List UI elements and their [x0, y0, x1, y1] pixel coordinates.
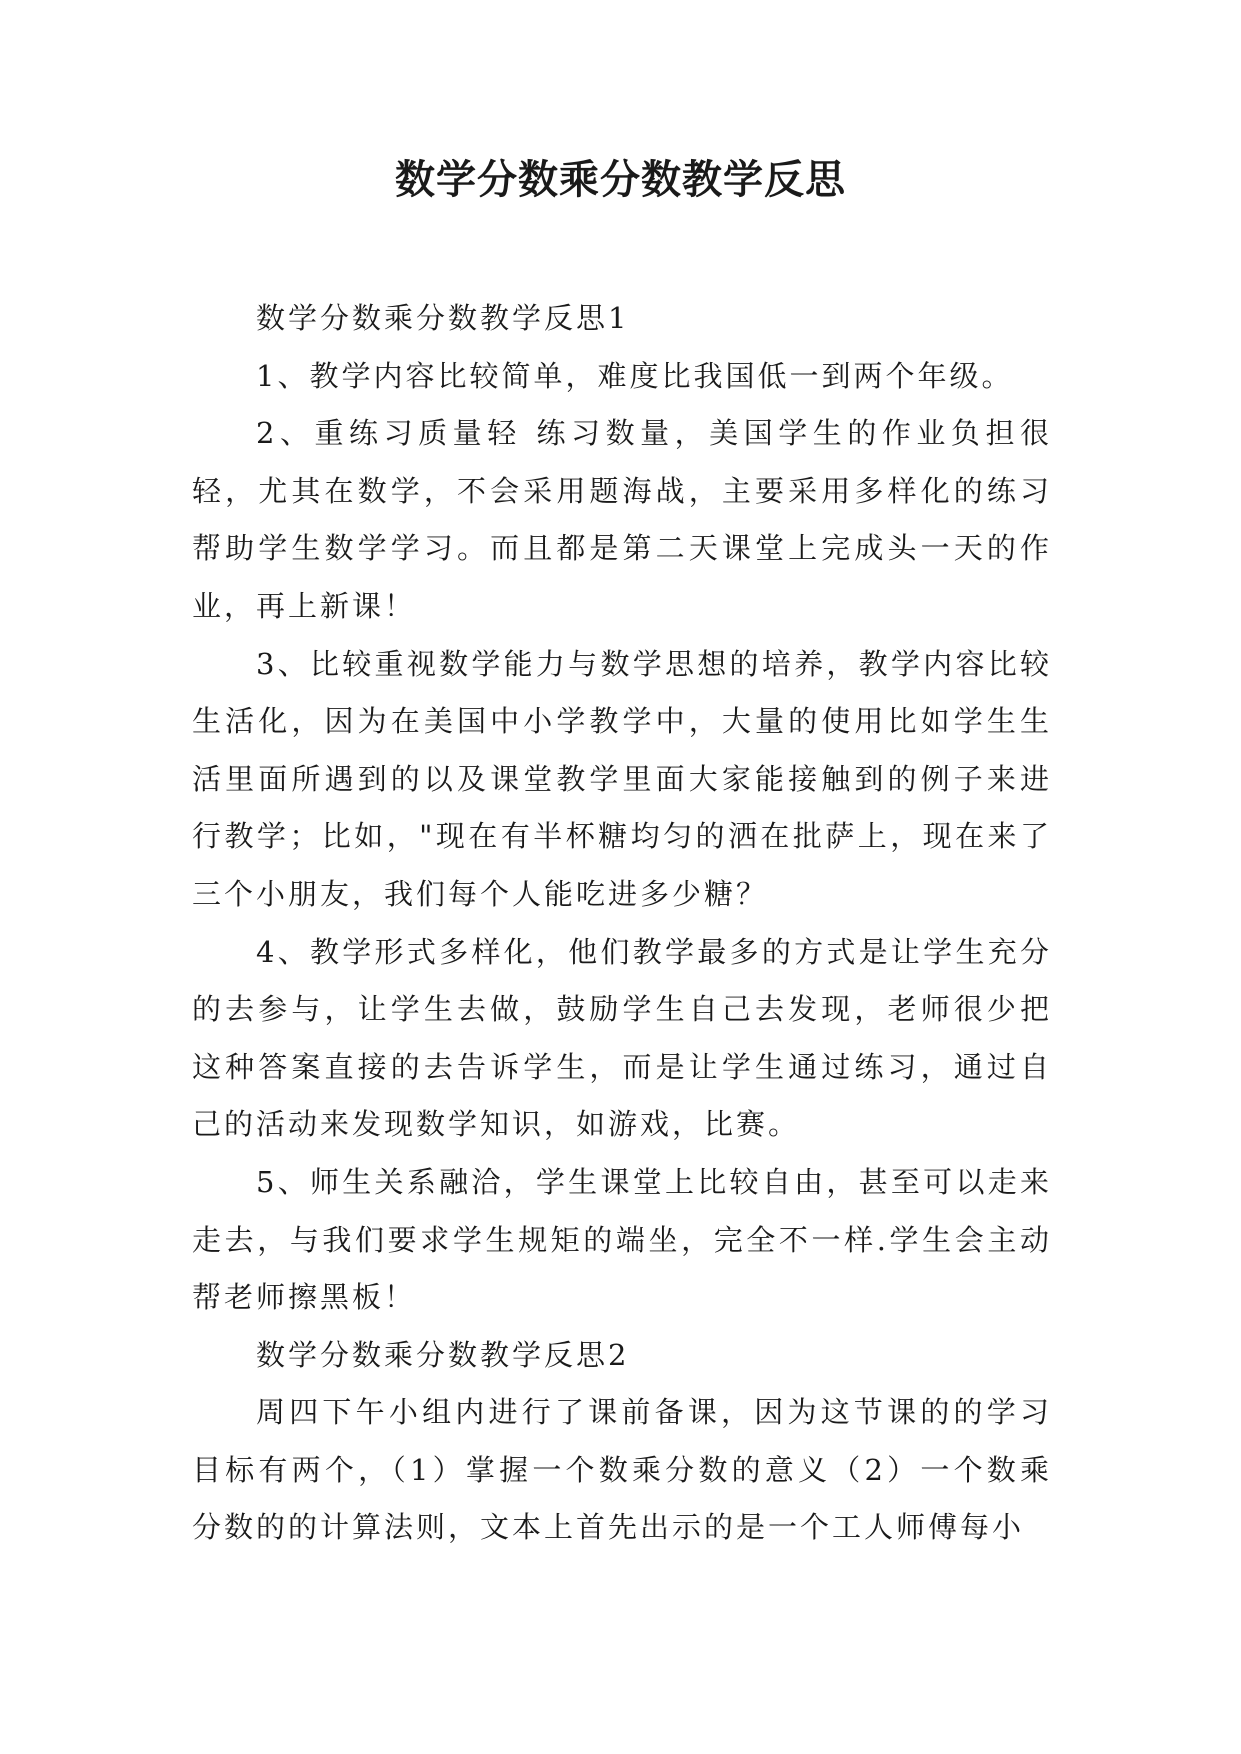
paragraph-point-3: 3、比较重视数学能力与数学思想的培养，教学内容比较生活化，因为在美国中小学教学中，大量的使用比如学生生活里面所遇到的以及课堂教学里面大家能接触到的例子来进行教学；比如，"现在有半杯糖均匀的洒在批萨上，现在来了三个小朋友，我们每个人能吃进多少糖？: [192, 646, 1052, 911]
paragraph-point-2: 2、重练习质量轻 练习数量，美国学生的作业负担很轻，尤其在数学，不会采用题海战，主要采用多样化的练习帮助学生数学学习。而且都是第二天课堂上完成头一天的作业，再上新课！: [192, 416, 1052, 623]
section-heading-2: 数学分数乘分数教学反思2: [256, 1337, 630, 1372]
paragraph-point-4: 4、教学形式多样化，他们教学最多的方式是让学生充分的去参与，让学生去做，鼓励学生自己去发现，老师很少把这种答案直接的去告诉学生，而是让学生通过练习，通过自己的活动来发现数学知识，如游戏，比赛。: [192, 934, 1052, 1142]
document-title: 数学分数乘分数教学反思: [395, 156, 846, 203]
paragraph-point-5: 5、师生关系融洽，学生课堂上比较自由，甚至可以走来走去，与我们要求学生规矩的端坐，完全不一样.学生会主动帮老师擦黑板！: [192, 1164, 1052, 1315]
paragraph-section-2-intro: 周四下午小组内进行了课前备课，因为这节课的的学习目标有两个，（1）掌握一个数乘分数的意义（2）一个数乘分数的的计算法则，文本上首先出示的是一个工人师傅每小: [192, 1395, 1052, 1545]
document-body: [192, 290, 1052, 1557]
section-heading-1: 数学分数乘分数教学反思1: [256, 301, 630, 335]
paragraph-point-1: 1、教学内容比较简单，难度比我国低一到两个年级。: [256, 358, 1014, 393]
